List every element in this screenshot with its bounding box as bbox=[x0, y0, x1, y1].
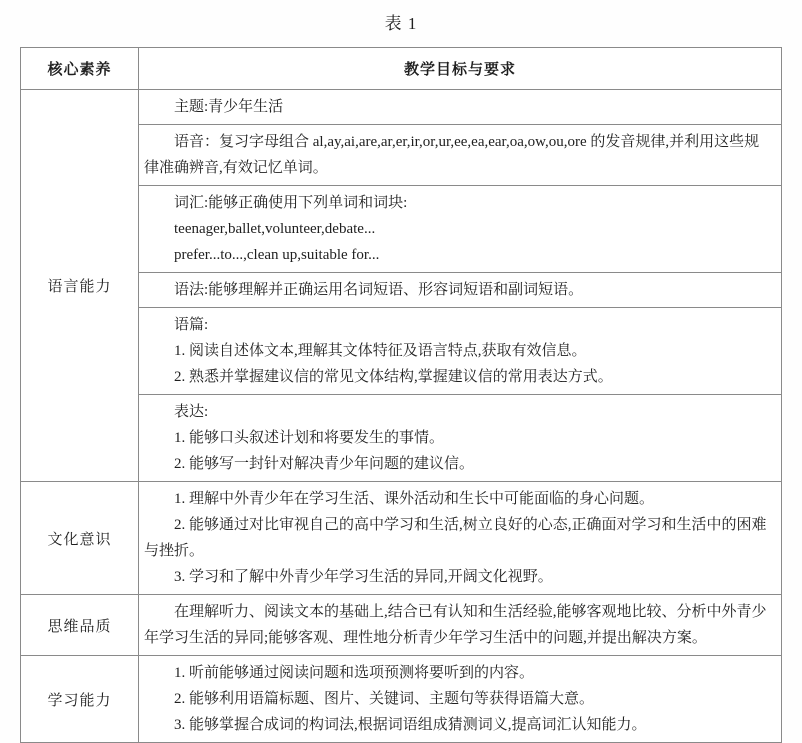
objective-paragraph: 语篇: bbox=[174, 317, 209, 333]
objective-paragraph: 2. 能够利用语篇标题、图片、关键词、主题句等获得语篇大意。 bbox=[174, 691, 595, 707]
table-row bbox=[21, 656, 782, 743]
table-row bbox=[21, 482, 782, 595]
objectives-cell bbox=[139, 308, 782, 395]
competency-cell: 文化意识 bbox=[21, 482, 139, 595]
objectives-table-body bbox=[21, 90, 782, 743]
header-row bbox=[21, 48, 782, 90]
objective-paragraph: 语音：复习字母组合 al,ay,ai,are,ar,er,ir,or,ur,ee,ea,ear,oa,ow,ou,ore 的发音规律,并利用这些规律准确辨音,有效记忆单词。 bbox=[144, 134, 760, 176]
objective-paragraph: 词汇:能够正确使用下列单词和词块: bbox=[174, 195, 408, 211]
objectives-cell bbox=[139, 186, 782, 273]
objectives-cell bbox=[139, 482, 782, 595]
table-caption: 表 1 bbox=[384, 14, 418, 33]
objective-paragraph: 3. 能够掌握合成词的构词法,根据词语组成猜测词义,提高词汇认知能力。 bbox=[174, 717, 647, 733]
objective-paragraph: 3. 学习和了解中外青少年学习生活的异同,开阔文化视野。 bbox=[174, 569, 553, 585]
objective-paragraph: 主题:青少年生活 bbox=[174, 99, 284, 115]
objectives-cell bbox=[139, 90, 782, 125]
objective-paragraph: 2. 熟悉并掌握建议信的常见文体结构,掌握建议信的常用表达方式。 bbox=[174, 369, 613, 385]
table-row bbox=[21, 595, 782, 656]
objectives-cell bbox=[139, 595, 782, 656]
competency-cell: 语言能力 bbox=[21, 90, 139, 482]
objective-paragraph: teenager,ballet,volunteer,debate... bbox=[174, 221, 376, 237]
objectives-cell bbox=[139, 395, 782, 482]
objectives-table bbox=[20, 47, 782, 743]
objective-paragraph: 2. 能够写一封针对解决青少年问题的建议信。 bbox=[174, 456, 475, 472]
table-row bbox=[21, 90, 782, 125]
objectives-cell bbox=[139, 273, 782, 308]
header-objectives: 教学目标与要求 bbox=[139, 48, 782, 90]
competency-cell: 思维品质 bbox=[21, 595, 139, 656]
objective-paragraph: 表达: bbox=[174, 404, 209, 420]
objective-paragraph: 1. 理解中外青少年在学习生活、课外活动和生长中可能面临的身心问题。 bbox=[174, 491, 655, 507]
objective-paragraph: prefer...to...,clean up,suitable for... bbox=[174, 247, 380, 263]
header-core-competency: 核心素养 bbox=[21, 48, 139, 90]
competency-cell: 学习能力 bbox=[21, 656, 139, 743]
objective-paragraph: 1. 阅读自述体文本,理解其文体特征及语言特点,获取有效信息。 bbox=[174, 343, 587, 359]
objective-paragraph: 在理解听力、阅读文本的基础上,结合已有认知和生活经验,能够客观地比较、分析中外青少年学习生活的异同;能够客观、理性地分析青少年学习生活中的问题,并提出解决方案。 bbox=[144, 604, 767, 646]
objective-paragraph: 1. 听前能够通过阅读问题和选项预测将要听到的内容。 bbox=[174, 665, 535, 681]
objectives-cell bbox=[139, 125, 782, 186]
objective-paragraph: 语法:能够理解并正确运用名词短语、形容词短语和副词短语。 bbox=[174, 282, 584, 298]
objectives-cell bbox=[139, 656, 782, 743]
objective-paragraph: 2. 能够通过对比审视自己的高中学习和生活,树立良好的心态,正确面对学习和生活中的困难与挫折。 bbox=[144, 517, 767, 559]
objective-paragraph: 1. 能够口头叙述计划和将要发生的事情。 bbox=[174, 430, 445, 446]
